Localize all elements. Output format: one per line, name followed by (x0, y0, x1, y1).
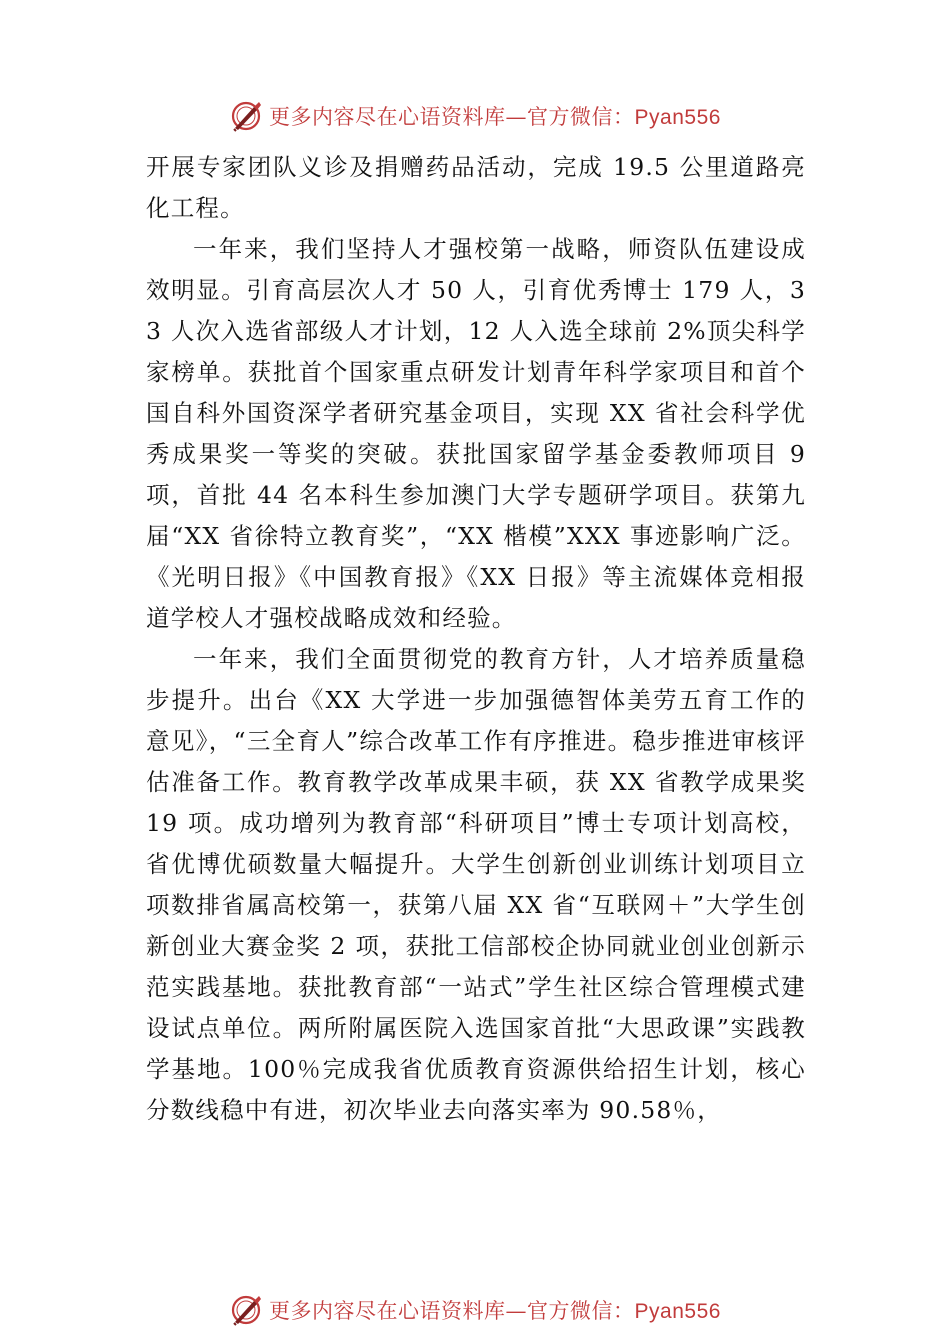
paragraph-3: 一年来，我们全面贯彻党的教育方针，人才培养质量稳步提升。出台《XX 大学进一步加强德智体美劳五育工作的意见》，“三全育人”综合改革工作有序推进。稳步推进审核评估准备工作。教育教学改革成果丰硕，获 XX 省教学成果奖 19 项。成功增列为教育部“科研项目”博士专项计划高校，省优博优硕数量大幅提升。大学生创新创业训练计划项目立项数排省属高校第一，获第八届 XX 省“互联网＋”大学生创新创业大赛金奖 2 项，获批工信部校企协同就业创业创新示范实践基地。获批教育部“一站式”学生社区综合管理模式建设试点单位。两所附属医院入选国家首批“大思政课”实践教学基地。100％完成我省优质教育资源供给招生计划，核心分数线稳中有进，初次毕业去向落实率为 90.58％， (146, 645, 806, 1124)
paragraph-2: 一年来，我们坚持人才强校第一战略，师资队伍建设成效明显。引育高层次人才 50 人，引育优秀博士 179 人，33 人次入选省部级人才计划，12 人入选全球前 2%顶尖科学家榜单。获批首个国家重点研发计划青年科学家项目和首个国自科外国资深学者研究基金项目，实现 XX 省社会科学优秀成果奖一等奖的突破。获批国家留学基金委教师项目 9 项，首批 44 名本科生参加澳门大学专题研学项目。获第九届“XX 省徐特立教育奖”，“XX 楷模”XXX 事迹影响广泛。《光明日报》《中国教育报》《XX 日报》等主流媒体竞相报道学校人才强校战略成效和经验。 (146, 235, 806, 632)
fountain-pen-seal-icon (229, 1293, 263, 1327)
header-wechat-id: Pyan556 (634, 106, 721, 129)
header-watermark (0, 96, 950, 136)
footer-watermark (0, 1290, 950, 1330)
footer-wechat-id: Pyan556 (634, 1300, 721, 1323)
document-body (146, 147, 806, 1131)
fountain-pen-seal-icon (229, 99, 263, 133)
footer-watermark-text: 更多内容尽在心语资料库—官方微信：Pyan556 (269, 1299, 721, 1323)
paragraph-1: 开展专家团队义诊及捐赠药品活动，完成 19.5 公里道路亮化工程。 (146, 153, 806, 222)
header-watermark-text: 更多内容尽在心语资料库—官方微信：Pyan556 (269, 105, 721, 129)
